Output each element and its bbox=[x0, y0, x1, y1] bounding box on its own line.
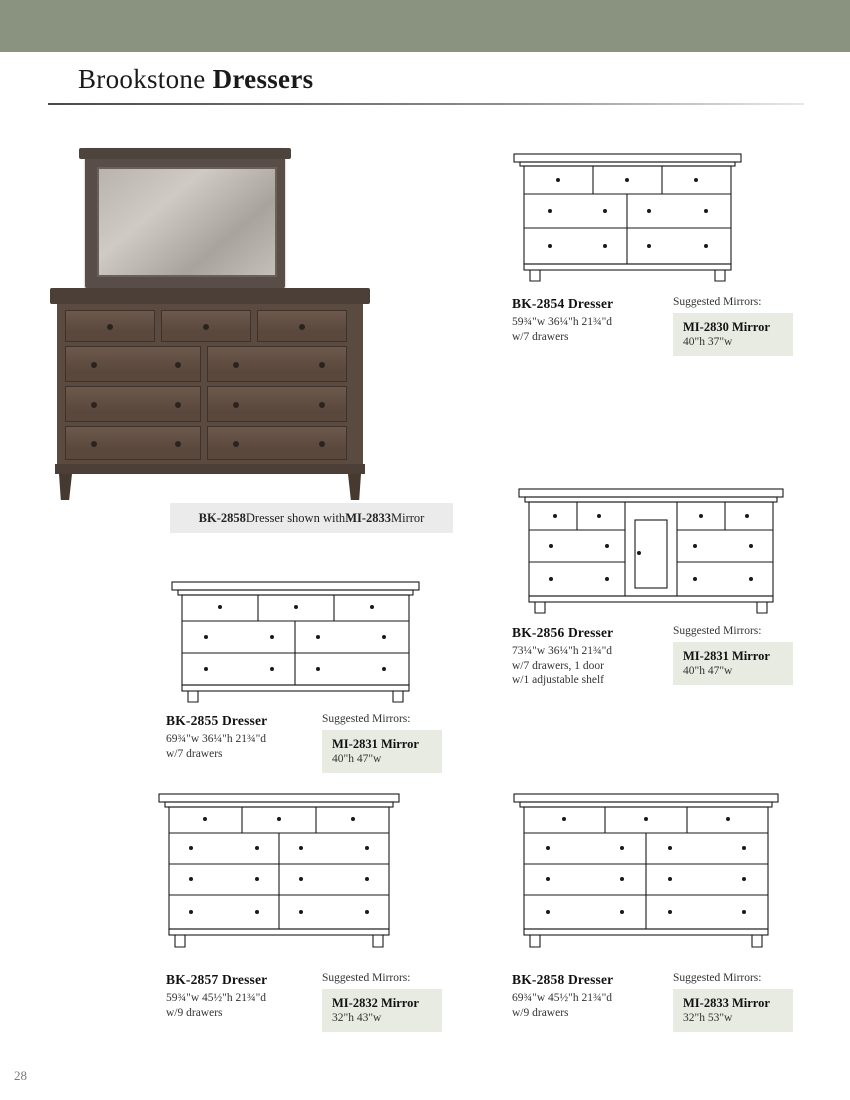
page-title-bold: Dressers bbox=[212, 64, 314, 94]
photo-dresser-body bbox=[57, 304, 363, 464]
bk-2857-mirror-box bbox=[322, 989, 442, 1032]
page-title-light: Brookstone bbox=[78, 64, 206, 94]
photo-drawer bbox=[207, 426, 347, 460]
photo-dresser-top bbox=[50, 288, 370, 304]
photo-leg-left bbox=[59, 474, 72, 500]
bk-2855-title: BK-2855 Dresser bbox=[166, 713, 268, 728]
photo-knob bbox=[91, 402, 97, 408]
drawing-bk-2858 bbox=[510, 790, 782, 952]
title-divider bbox=[48, 103, 804, 105]
bk-2855-mirror bbox=[322, 713, 442, 773]
drawing-bk-2854 bbox=[510, 150, 745, 285]
bk-2858-info bbox=[512, 972, 613, 1020]
photo-knob bbox=[319, 441, 325, 447]
photo-knob bbox=[233, 402, 239, 408]
bk-2854-mirror-name: MI-2830 Mirror bbox=[683, 320, 770, 334]
bk-2855-info bbox=[166, 713, 267, 761]
bk-2858-title: BK-2858 Dresser bbox=[512, 972, 614, 987]
page-title bbox=[78, 64, 313, 95]
photo-knob bbox=[175, 362, 181, 368]
bk-2858-spec1: 69¾"w 45½"h 21¾"d bbox=[512, 992, 613, 1004]
bk-2856-mirror bbox=[673, 625, 793, 685]
bk-2854-spec1: 59¾"w 36¼"h 21¾"d bbox=[512, 316, 613, 328]
photo-knob bbox=[233, 362, 239, 368]
photo-knob bbox=[175, 441, 181, 447]
bk-2854-suggested-label: Suggested Mirrors: bbox=[673, 296, 762, 308]
bk-2856-spec3: w/1 adjustable shelf bbox=[512, 674, 604, 687]
bk-2854-mirror-box bbox=[673, 313, 793, 356]
photo-caption-mirror-code: MI-2833 bbox=[345, 510, 392, 525]
bk-2855-mirror-box bbox=[322, 730, 442, 773]
bk-2855-suggested-label: Suggested Mirrors: bbox=[322, 713, 411, 725]
photo-mirror-glass bbox=[97, 167, 277, 277]
bk-2856-mirror-dims: 40"h 47"w bbox=[683, 665, 733, 677]
bk-2856-info bbox=[512, 625, 613, 688]
bk-2858-spec2: w/9 drawers bbox=[512, 1006, 569, 1019]
bk-2857-suggested-label: Suggested Mirrors: bbox=[322, 972, 411, 984]
bk-2855-mirror-dims: 40"h 47"w bbox=[332, 753, 382, 765]
bk-2856-mirror-box bbox=[673, 642, 793, 685]
photo-drawer bbox=[207, 346, 347, 382]
photo-knob bbox=[319, 402, 325, 408]
photo-caption-suffix: Mirror bbox=[391, 510, 425, 525]
bk-2856-spec2: w/7 drawers, 1 door bbox=[512, 659, 604, 672]
page-number: 28 bbox=[14, 1068, 27, 1083]
bk-2854-mirror-dims: 40"h 37"w bbox=[683, 336, 733, 348]
photo-drawer bbox=[207, 386, 347, 422]
photo-knob bbox=[107, 324, 113, 330]
photo-dresser-base bbox=[55, 464, 365, 474]
bk-2857-mirror-name: MI-2832 Mirror bbox=[332, 996, 419, 1010]
bk-2854-mirror bbox=[673, 296, 793, 356]
photo-knob bbox=[91, 362, 97, 368]
bk-2856-spec1: 73¼"w 36¼"h 21¾"d bbox=[512, 645, 613, 657]
bk-2855-spec2: w/7 drawers bbox=[166, 747, 223, 760]
photo-leg-right bbox=[348, 474, 361, 500]
bk-2854-info bbox=[512, 296, 613, 344]
photo-knob bbox=[233, 441, 239, 447]
bk-2855-mirror-name: MI-2831 Mirror bbox=[332, 737, 419, 751]
photo-knob bbox=[319, 362, 325, 368]
bk-2856-title: BK-2856 Dresser bbox=[512, 625, 614, 640]
bk-2855-spec1: 69¾"w 36¼"h 21¾"d bbox=[166, 733, 267, 745]
photo-knob bbox=[91, 441, 97, 447]
photo-mirror-cap bbox=[79, 148, 291, 159]
bk-2858-mirror-box bbox=[673, 989, 793, 1032]
bk-2854-spec2: w/7 drawers bbox=[512, 330, 569, 343]
bk-2854-title: BK-2854 Dresser bbox=[512, 296, 614, 311]
dresser-photo bbox=[45, 140, 375, 520]
drawing-bk-2855 bbox=[168, 578, 423, 706]
bk-2858-mirror-dims: 32"h 53"w bbox=[683, 1012, 733, 1024]
bk-2858-mirror bbox=[673, 972, 793, 1032]
bk-2858-suggested-label: Suggested Mirrors: bbox=[673, 972, 762, 984]
photo-knob bbox=[175, 402, 181, 408]
bk-2856-mirror-name: MI-2831 Mirror bbox=[683, 649, 770, 663]
photo-knob bbox=[299, 324, 305, 330]
bk-2857-title: BK-2857 Dresser bbox=[166, 972, 268, 987]
header-band bbox=[0, 0, 850, 52]
bk-2856-suggested-label: Suggested Mirrors: bbox=[673, 625, 762, 637]
bk-2857-info bbox=[166, 972, 267, 1020]
photo-caption-code: BK-2858 bbox=[198, 510, 246, 525]
drawing-bk-2857 bbox=[155, 790, 403, 952]
bk-2858-mirror-name: MI-2833 Mirror bbox=[683, 996, 770, 1010]
bk-2857-spec2: w/9 drawers bbox=[166, 1006, 223, 1019]
photo-caption bbox=[170, 503, 453, 533]
bk-2857-spec1: 59¾"w 45½"h 21¾"d bbox=[166, 992, 267, 1004]
photo-knob bbox=[203, 324, 209, 330]
photo-caption-mid: Dresser shown with bbox=[245, 510, 346, 525]
bk-2857-mirror bbox=[322, 972, 442, 1032]
drawing-bk-2856 bbox=[515, 485, 787, 617]
bk-2857-mirror-dims: 32"h 43"w bbox=[332, 1012, 382, 1024]
